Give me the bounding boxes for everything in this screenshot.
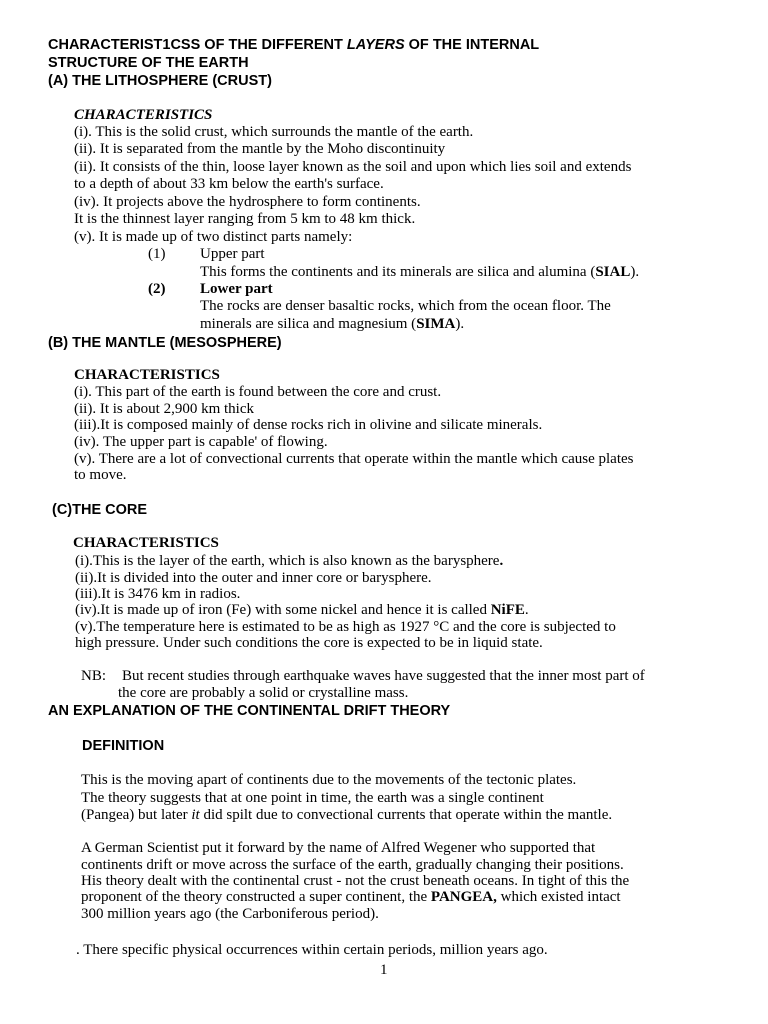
core-characteristics-heading: CHARACTERISTICS: [73, 535, 219, 551]
page-number: 1: [380, 962, 388, 978]
core-line: [75, 553, 503, 570]
wegener-paragraph-line: continents drift or move across the surface of the earth, gradually changing their positions.: [81, 857, 624, 873]
wegener-paragraph-line: A German Scientist put it forward by the name of Alfred Wegener who supported that: [81, 840, 596, 856]
desc-text: This forms the continents and its minerals are silica and alumina (: [200, 264, 596, 280]
part-number: (1): [148, 246, 166, 262]
mantle-line: (iv). The upper part is capable' of flowing.: [74, 434, 328, 450]
desc-text: ).: [630, 264, 640, 280]
desc-text: ).: [455, 316, 465, 332]
document-title: [48, 37, 539, 54]
wegener-paragraph-line: [81, 889, 621, 906]
lithosphere-line: It is the thinnest layer ranging from 5 km to 48 km thick.: [74, 211, 416, 227]
title-text: OF THE INTERNAL: [404, 37, 540, 53]
core-text: .: [524, 602, 529, 618]
part-desc-lower: The rocks are denser basaltic rocks, which from the ocean floor. The: [200, 298, 611, 314]
title-text: CHARACTERIST1CSS OF THE DIFFERENT: [48, 37, 347, 53]
definition-italic: it: [191, 807, 200, 823]
part-title-lower: Lower part: [200, 281, 273, 297]
sial-term: SIAL: [595, 264, 631, 280]
final-line: . There specific physical occurrences within certain periods, million years ago.: [76, 942, 548, 958]
core-text: (iv).It is made up of iron (Fe) with some nickel and hence it is called: [75, 602, 491, 618]
part-desc-upper: [200, 264, 639, 281]
definition-text: did spilt due to convectional currents that operate within the mantle.: [199, 807, 613, 823]
mantle-line: to move.: [74, 467, 127, 483]
core-line: (v).The temperature here is estimated to be as high as 1927 °C and the core is subjected to: [75, 619, 616, 635]
paragraph-text: proponent of the theory constructed a super continent, the: [81, 889, 431, 905]
section-heading-mantle: (B) THE MANTLE (MESOSPHERE): [48, 335, 282, 351]
mantle-line: (i). This part of the earth is found between the core and crust.: [74, 384, 442, 400]
nb-label: NB:: [81, 668, 107, 684]
lithosphere-line: (i). This is the solid crust, which surrounds the mantle of the earth.: [74, 124, 474, 140]
mantle-line: (iii).It is composed mainly of dense rocks rich in olivine and silicate minerals.: [74, 417, 543, 433]
mantle-characteristics-heading: CHARACTERISTICS: [74, 367, 220, 383]
definition-line: This is the moving apart of continents due to the movements of the tectonic plates.: [81, 772, 577, 788]
core-line: (ii).It is divided into the outer and inner core or barysphere.: [75, 570, 432, 586]
lithosphere-line: (iv). It projects above the hydrosphere to form continents.: [74, 194, 421, 210]
core-line: high pressure. Under such conditions the core is expected to be in liquid state.: [75, 635, 543, 651]
wegener-paragraph-line: His theory dealt with the continental crust - not the crust beneath oceans. In tight of this the: [81, 873, 630, 889]
desc-text: minerals are silica and magnesium (: [200, 316, 417, 332]
paragraph-text: which existed intact: [496, 889, 621, 905]
lithosphere-line: (ii). It consists of the thin, loose layer known as the soil and upon which lies soil and extends: [74, 159, 632, 175]
definition-line: The theory suggests that at one point in time, the earth was a single continent: [81, 790, 544, 806]
definition-heading: DEFINITION: [82, 738, 165, 754]
wegener-paragraph-line: 300 million years ago (the Carboniferous period).: [81, 906, 379, 922]
mantle-line: (ii). It is about 2,900 km thick: [74, 401, 254, 417]
lithosphere-line: (ii). It is separated from the mantle by the Moho discontinuity: [74, 141, 446, 157]
document-subtitle: STRUCTURE OF THE EARTH: [48, 55, 249, 71]
lithosphere-characteristics-heading: CHARACTERISTICS: [74, 107, 213, 123]
core-line: (iii).It is 3476 km in radios.: [75, 586, 241, 602]
core-line: [75, 602, 529, 619]
section-heading-core: (C)THE CORE: [52, 502, 148, 518]
title-italic: LAYERS: [346, 37, 405, 53]
part-title-upper: Upper part: [200, 246, 265, 262]
section-heading-drift: AN EXPLANATION OF THE CONTINENTAL DRIFT THEORY: [48, 703, 451, 719]
part-number: (2): [148, 281, 166, 297]
lithosphere-line: to a depth of about 33 km below the earth's surface.: [74, 176, 384, 192]
core-bold-dot: .: [499, 553, 504, 569]
nb-note: the core are probably a solid or crystalline mass.: [118, 685, 409, 701]
mantle-line: (v). There are a lot of convectional currents that operate within the mantle which cause plates: [74, 451, 634, 467]
part-desc-lower: [200, 316, 464, 333]
sima-term: SIMA: [416, 316, 456, 332]
definition-text: (Pangea) but later: [81, 807, 192, 823]
lithosphere-line: (v). It is made up of two distinct parts namely:: [74, 229, 353, 245]
nb-note: But recent studies through earthquake waves have suggested that the inner most part of: [122, 668, 645, 684]
definition-line: [81, 807, 612, 824]
section-heading-lithosphere: (A) THE LITHOSPHERE (CRUST): [48, 73, 272, 89]
pangea-term: PANGEA,: [430, 889, 497, 905]
nife-term: NiFE: [490, 602, 525, 618]
core-text: (i).This is the layer of the earth, which is also known as the barysphere: [75, 553, 500, 569]
